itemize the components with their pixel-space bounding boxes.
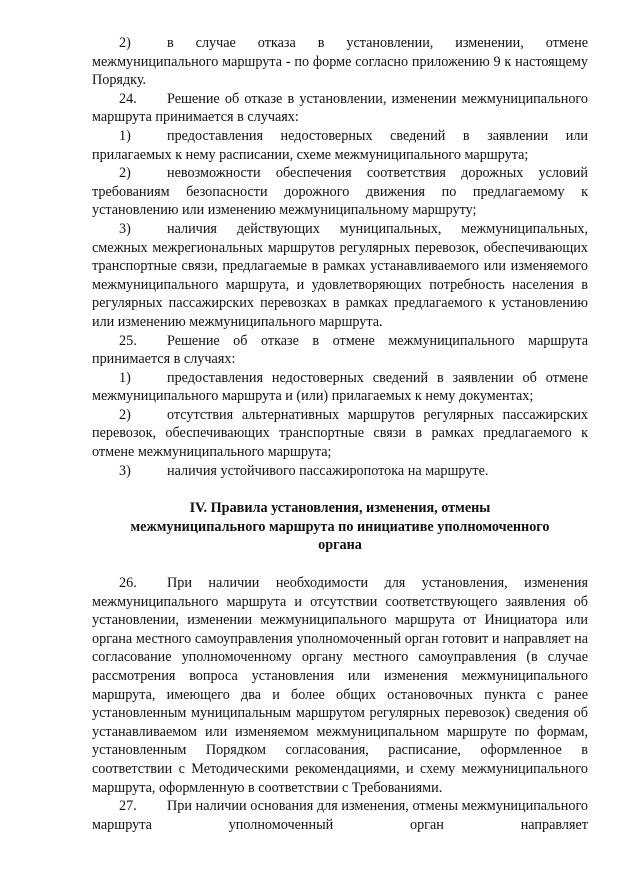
paragraph-25-3: [92, 462, 588, 481]
paragraph-number: 2): [119, 406, 131, 423]
paragraph-text: наличия действующих муниципальных, межмуниципальных, смежных межрегиональных маршрутов регулярных перевозок, обеспечивающих транспортные связи, предлагаемые в рамках устанавливаемого или изменяемого межмуниципального маршрута, и удовлетворяющих потребность населения в регулярных пассажирских перевозках в рамках предлагаемого к установлению или изменению межмуниципального маршрута.: [92, 220, 588, 330]
paragraph-number: 2): [119, 35, 131, 51]
paragraph-24-1: [92, 127, 588, 164]
paragraph-25-1: [92, 369, 588, 406]
paragraph-25: [92, 332, 588, 369]
paragraph-text: отсутствия альтернативных маршрутов регулярных пассажирских перевозок, обеспечивающих транспортные связи в рамках предлагаемого к отмене межмуниципального маршрута;: [92, 406, 588, 461]
paragraph-26: [92, 574, 588, 797]
document-body: [92, 34, 588, 834]
paragraph-24-2: [92, 164, 588, 220]
paragraph-number: 25.: [119, 332, 137, 349]
section-heading-line: межмуниципального маршрута по инициативе уполномоченного: [130, 518, 550, 535]
paragraph-number: 2): [119, 165, 131, 182]
paragraph-number: 27.: [119, 798, 137, 815]
paragraph-text: предоставления недостоверных сведений в заявлении об отмене межмуниципального маршрута и (или) прилагаемых к нему документах;: [92, 369, 588, 405]
paragraph-text: При наличии основания для изменения, отмены межмуниципального маршрута уполномоченный орган направляет: [92, 798, 588, 833]
paragraph-number: 24.: [119, 90, 137, 107]
paragraph-text: невозможности обеспечения соответствия дорожных условий требованиям безопасности дорожного движения по предлагаемому к установлению или изменению межмуниципальному маршруту;: [92, 165, 588, 219]
paragraph-text: Решение об отказе в отмене межмуниципального маршрута принимается в случаях:: [92, 332, 588, 368]
paragraph-number: 3): [119, 462, 131, 479]
paragraph-24: [92, 90, 588, 127]
section-heading: [92, 499, 588, 555]
paragraph-text: предоставления недостоверных сведений в заявлении или прилагаемых к нему расписании, схеме межмуниципального маршрута;: [92, 127, 588, 163]
paragraph-number: 1): [119, 127, 131, 144]
paragraph-number: 1): [119, 369, 131, 386]
paragraph-25-2: [92, 406, 588, 462]
paragraph-text: в случае отказа в установлении, изменении, отмене межмуниципального маршрута - по форме согласно приложению 9 к настоящему Порядку.: [92, 35, 588, 89]
paragraph-number: 3): [119, 220, 131, 237]
paragraph-27: [92, 797, 588, 834]
paragraph-text: наличия устойчивого пассажиропотока на маршруте.: [167, 462, 489, 479]
section-heading-line: органа: [318, 537, 362, 554]
paragraph-text: При наличии необходимости для установления, изменения межмуниципального маршрута и отсутствии соответствующего заявления об установлении, изменении межмуниципального маршрута от Инициатора или органа местного самоуправления уполномоченный орган готовит и направляет на согласование уполномоченному органу местного самоуправления (в случае рассмотрения вопроса установления или изменения межмуниципального маршрута, имеющего два и более общих остановочных пункта с ранее установленным муниципальным маршрутом регулярных перевозок) сведения об устанавливаемом или изменяемом межмуниципальном маршруте по формам, установленным Порядком согласования, расписание, оформленное в соответствии с Методическими рекомендациями, и схему межмуниципального маршрута, оформленную в соответствии с Требованиями.: [92, 575, 588, 796]
section-heading-line: IV. Правила установления, изменения, отмены: [189, 500, 491, 517]
paragraph-text: Решение об отказе в установлении, изменении межмуниципального маршрута принимается в случаях:: [92, 90, 588, 126]
paragraph-24-3: [92, 220, 588, 332]
paragraph-23-2: [92, 34, 588, 90]
paragraph-number: 26.: [119, 575, 137, 592]
